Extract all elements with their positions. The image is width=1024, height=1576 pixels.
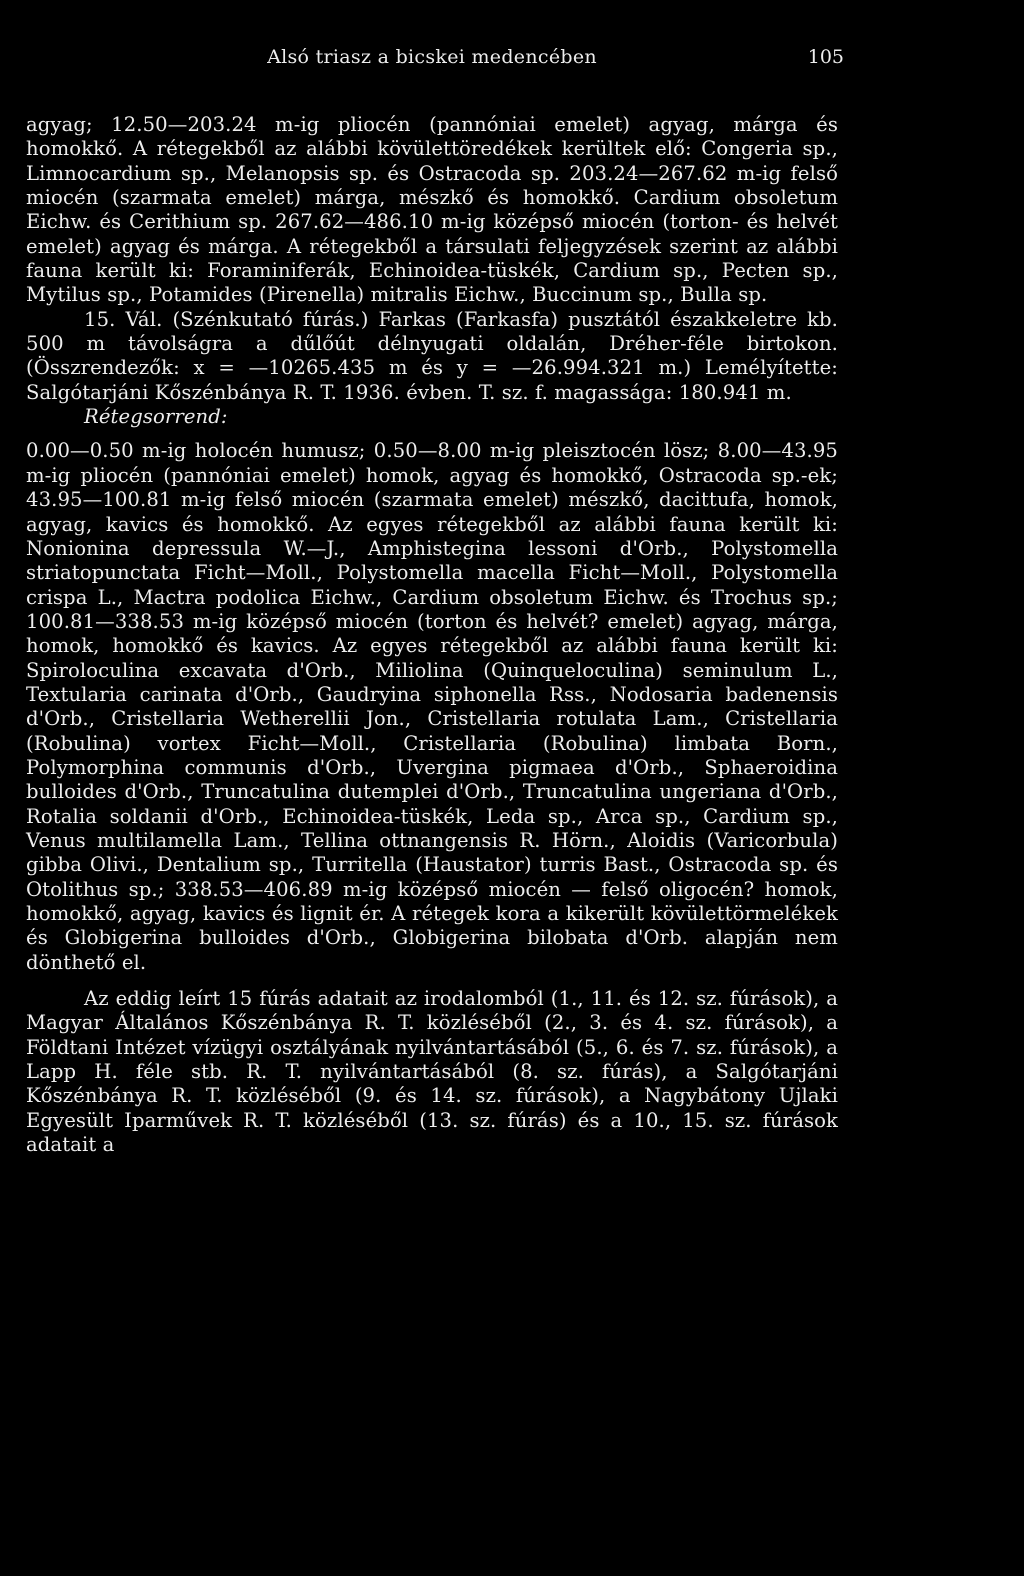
paragraph-borehole-15 xyxy=(26,307,845,405)
running-title: Alsó triasz a bicskei medencében xyxy=(267,46,597,68)
heading-text: Rétegsorrend: xyxy=(84,405,228,429)
paragraph-text: 15. Vál. (Szénkutató fúrás.) Farkas (Farkasfa) pusztától északkeletre kb. 500 m távolságra a dűlőút délnyugati oldalán, Dréher-féle birtokon. (Összrendezők: x = —10265.435 m és y = —26.994.321 m.) Lemélyítette: Salgótarjáni Kőszénbánya R. T. 1936. évben. T. sz. f. magassága: 180.941 m. xyxy=(26,307,845,404)
paragraph-layer-sequence xyxy=(26,439,845,975)
paragraph-borehole-14-continued xyxy=(26,113,845,308)
paragraph-text: agyag; 12.50—203.24 m-ig pliocén (pannóniai emelet) agyag, márga és homokkő. A rétegekből az alábbi kövülettöredékek kerültek elő: Congeria sp., Limnocardium sp., Melanopsis sp. és Ostracoda sp. 203.24—267.62 m-ig felső miocén (szarmata emelet) márga, mészkő és homokkő. Cardium obsoletum Eichw. és Cerithium sp. 267.62—486.10 m-ig középső miocén (torton- és helvét emelet) agyag és márga. A rétegekből a társulati feljegyzések szerint az alábbi fauna került ki: Foraminiferák, Echinoidea-tüskék, Cardium sp., Pecten sp., Mytilus sp., Potamides (Pirenella) mitralis Eichw., Buccinum sp., Bulla sp. xyxy=(26,113,845,307)
paragraph-sources xyxy=(26,987,845,1157)
paragraph-text: 0.00—0.50 m-ig holocén humusz; 0.50—8.00 m-ig pleisztocén lösz; 8.00—43.95 m-ig pliocén (pannóniai emelet) homok, agyag és homokkő, Ostracoda sp.-ek; 43.95—100.81 m-ig felső miocén (szarmata emelet) mészkő, dacittufa, homok, agyag, kavics és homokkő. Az egyes rétegekből az alábbi fauna került ki: Nonionina depressula W.—J., Amphistegina lessoni d'Orb., Polystomella striatopunctata Ficht—Moll., Polystomella macella Ficht—Moll., Polystomella crispa L., Mactra podolica Eichw., Cardium obsoletum Eichw. és Trochus sp.; 100.81—338.53 m-ig középső miocén (torton és helvét? emelet) agyag, márga, homok, homokkő és kavics. Az egyes rétegekből az alábbi fauna került ki: Spiroloculina excavata d'Orb., Miliolina (Quinqueloculina) seminulum L., Textularia carinata d'Orb., Gaudryina siphonella Rss., Nodosaria badenensis d'Orb., Cristellaria Wetherellii Jon., Cristellaria rotulata Lam., Cristellaria (Robulina) vortex Ficht—Moll., Cristellaria (Robulina) limbata Born., Polymorphina communis d'Orb., Uvergina pigmaea d'Orb., Sphaeroidina bulloides d'Orb., Truncatulina dutemplei d'Orb., Truncatulina ungeriana d'Orb., Rotalia soldanii d'Orb., Echinoidea-tüskék, Leda sp., Arca sp., Cardium sp., Venus multilamella Lam., Tellina ottnangensis R. Hörn., Aloidis (Varicorbula) gibba Olivi., Dentalium sp., Turritella (Haustator) turris Bast., Ostracoda sp. és Otolithus sp.; 338.53—406.89 m-ig középső miocén — felső oligocén? homok, homokkő, agyag, kavics és lignit ér. A rétegek kora a kikerült kövülettörmelékek és Globigerina bulloides d'Orb., Globigerina bilobata d'Orb. alapján nem dönthető el. xyxy=(26,439,845,974)
page-number: 105 xyxy=(807,46,844,68)
body-text xyxy=(26,113,845,1157)
section-heading-rétegsorrend xyxy=(26,405,838,429)
paragraph-text: Az eddig leírt 15 fúrás adatait az irodalomból (1., 11. és 12. sz. fúrások), a Magyar Általános Kőszénbánya R. T. közléséből (2., 3. és 4. sz. fúrások), a Földtani Intézet vízügyi osztályának nyilvántartásából (5., 6. és 7. sz. fúrások), a Lapp H. féle stb. R. T. nyilvántartásából (8. sz. fúrás), a Salgótarjáni Kőszénbánya R. T. közléséből (9. és 14. sz. fúrások), a Nagybátony Ujlaki Egyesült Iparművek R. T. közléséből (13. sz. fúrás) és a 10., 15. sz. fúrások adatait a xyxy=(26,987,845,1157)
page-header xyxy=(24,46,844,82)
